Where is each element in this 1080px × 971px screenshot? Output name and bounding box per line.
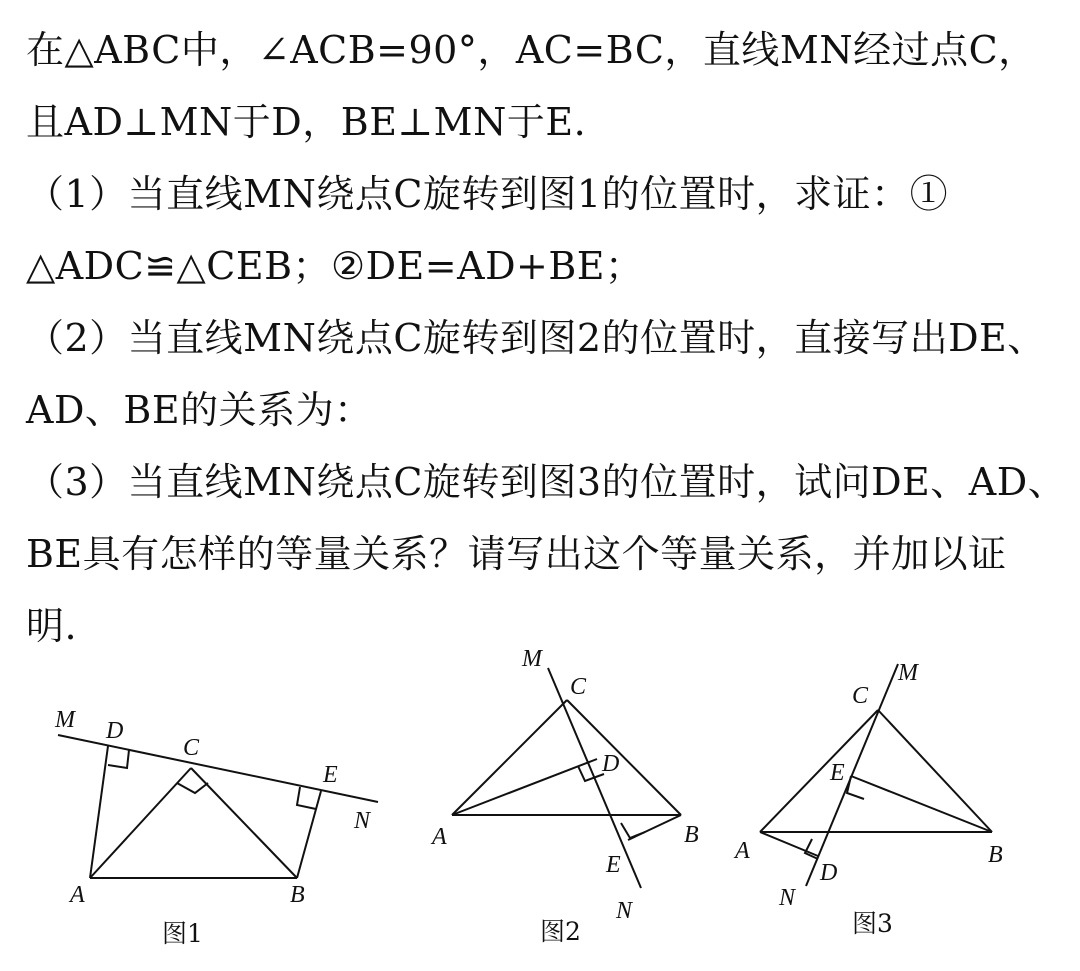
fig2-caption: 图2: [540, 917, 581, 946]
fig1-label-c: C: [183, 735, 200, 761]
fig3-label-m: M: [898, 660, 918, 686]
fig2-segment-ac: [452, 700, 567, 815]
fig1-label-m: M: [55, 707, 75, 733]
fig1-segment-be: [297, 791, 321, 878]
problem-line-2: 且AD⊥MN于D，BE⊥MN于E.: [26, 100, 587, 144]
fig2-label-a: A: [432, 824, 447, 850]
fig1-caption: 图1: [162, 919, 203, 948]
fig1-right-angle-d: [108, 750, 129, 768]
fig1-right-angle-e: [297, 787, 316, 809]
fig3-label-d: D: [820, 860, 838, 886]
fig2-label-c: C: [570, 674, 587, 700]
problem-line-4: △ADC≌△CEB；②DE=AD+BE；: [26, 244, 644, 288]
fig3-label-a: A: [735, 838, 750, 864]
fig2-label-e: E: [606, 852, 621, 878]
fig1-label-a: A: [70, 882, 85, 908]
fig3-segment-ac: [760, 710, 878, 832]
figure-1: [54, 707, 378, 948]
fig3-segment-be: [851, 776, 992, 832]
geometry-figures: [0, 640, 1080, 967]
figure-2: [430, 646, 699, 946]
fig1-segment-ac: [90, 768, 191, 878]
problem-line-1: 在△ABC中，∠ACB=90°，AC=BC，直线MN经过点C，: [26, 28, 1037, 72]
figure-3: [733, 660, 1003, 938]
figures-area: [0, 640, 1080, 967]
fig1-label-d: D: [106, 718, 124, 744]
fig1-segment-ad: [90, 746, 108, 878]
fig2-label-b: B: [684, 822, 699, 848]
problem-line-9: 明.: [26, 604, 78, 648]
fig3-segment-bc: [878, 710, 992, 832]
fig3-label-b: B: [988, 842, 1003, 868]
fig1-label-e: E: [323, 762, 338, 788]
fig2-label-m: M: [522, 646, 542, 672]
fig3-caption: 图3: [852, 909, 893, 938]
fig2-label-d: D: [602, 751, 620, 777]
problem-line-5: （2）当直线MN绕点C旋转到图2的位置时，直接写出DE、: [26, 316, 1046, 360]
fig1-label-b: B: [290, 882, 305, 908]
problem-text: [26, 14, 1066, 662]
fig3-label-e: E: [830, 760, 845, 786]
problem-line-8: BE具有怎样的等量关系？请写出这个等量关系，并加以证: [26, 532, 1007, 576]
fig2-right-angle-e: [621, 823, 645, 838]
fig2-segment-ad: [452, 759, 597, 815]
problem-line-7: （3）当直线MN绕点C旋转到图3的位置时，试问DE、AD、: [26, 460, 1067, 504]
problem-line-3: （1）当直线MN绕点C旋转到图1的位置时，求证：①: [26, 172, 949, 216]
fig2-label-n: N: [616, 898, 633, 924]
fig1-label-n: N: [354, 808, 371, 834]
fig1-right-angle-c: [177, 783, 208, 793]
fig3-label-n: N: [779, 885, 796, 911]
problem-line-6: AD、BE的关系为：: [26, 388, 373, 432]
fig3-label-c: C: [852, 683, 869, 709]
fig2-segment-bc: [567, 700, 681, 815]
